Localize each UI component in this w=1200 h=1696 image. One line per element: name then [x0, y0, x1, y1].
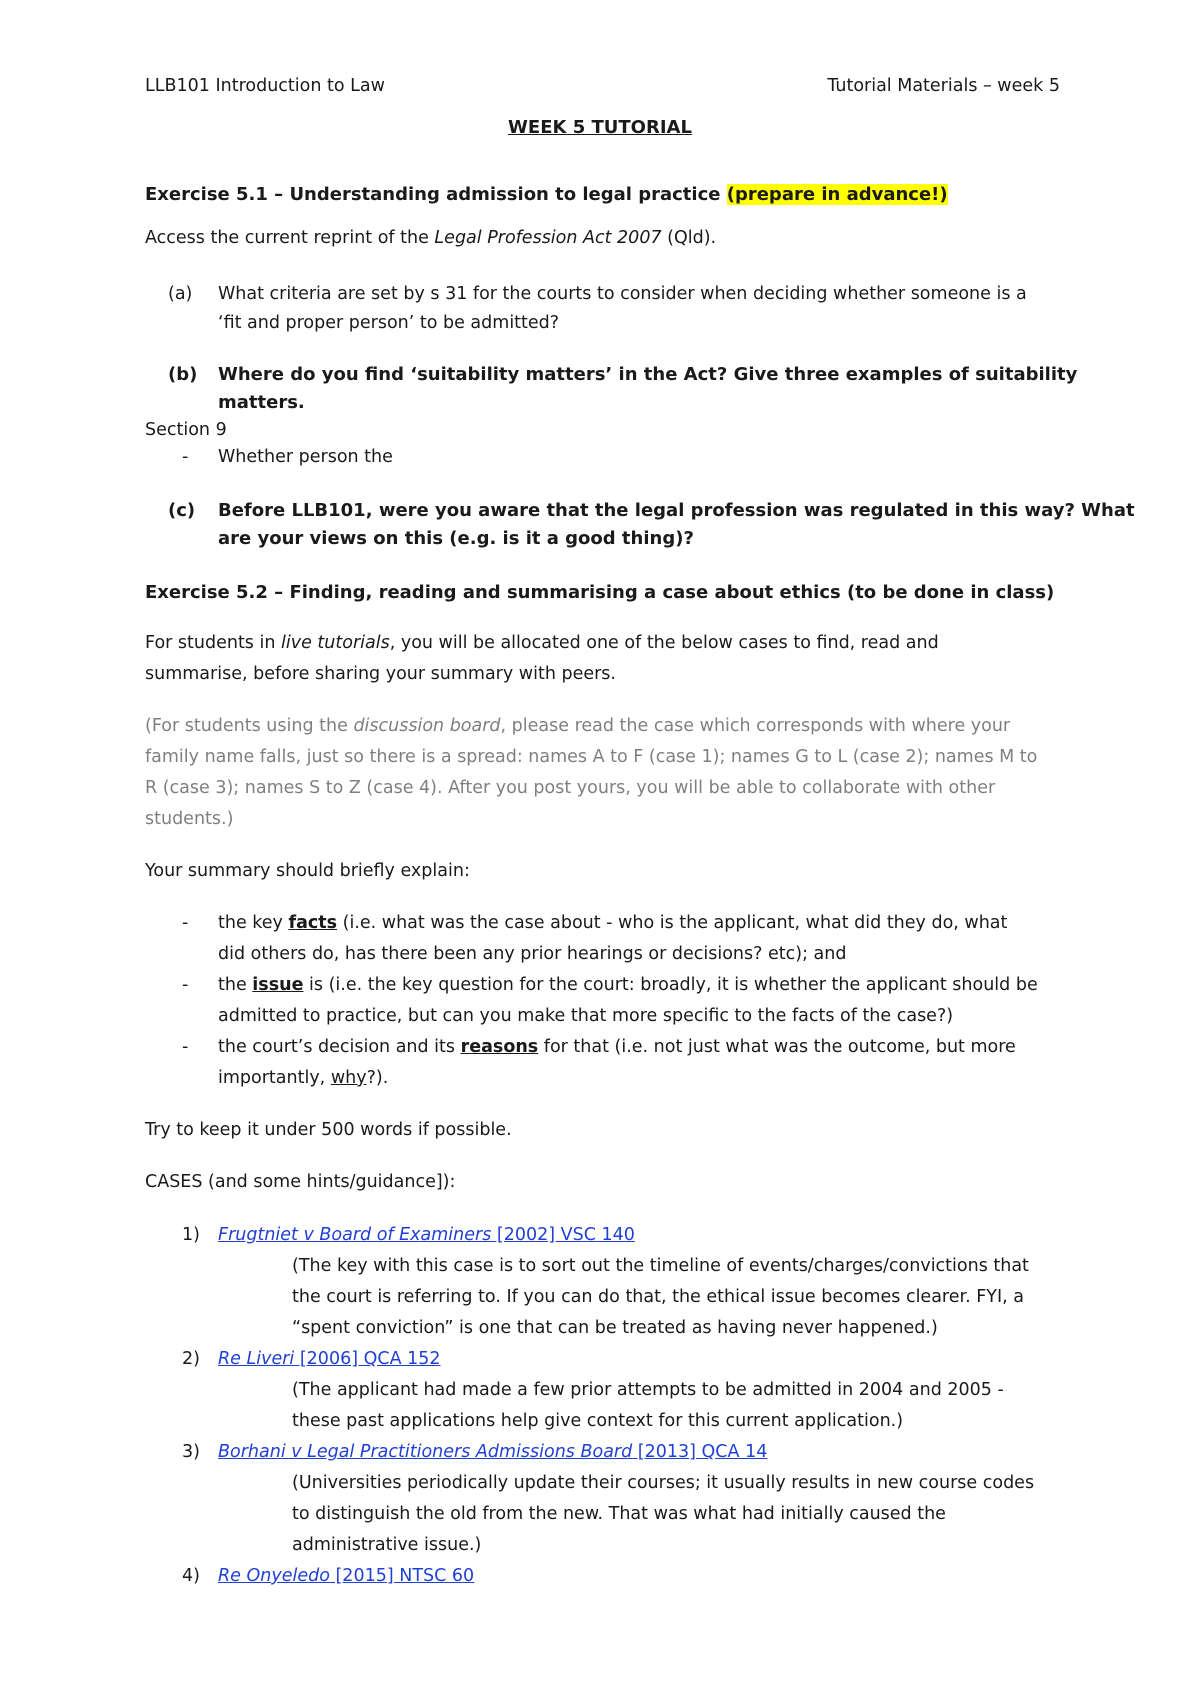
case-3-cite[interactable]: [2013] QCA 14 [632, 1442, 768, 1462]
case-1-name[interactable]: Frugtniet v Board of Examiners [218, 1225, 492, 1245]
case-4-name[interactable]: Re Onyeledo [218, 1566, 330, 1586]
case-3-hint-line2: to distinguish the old from the new. That was what had initially caused the [292, 1504, 946, 1524]
exercise-5-2-heading: Exercise 5.2 – Finding, reading and summarising a case about ethics (to be done in class) [145, 582, 1055, 603]
issue-post: is (i.e. the key question for the court: broadly, it is whether the applicant should be [303, 975, 1038, 995]
case-2-cite[interactable]: [2006] QCA 152 [294, 1349, 441, 1369]
case-2-name[interactable]: Re Liveri [218, 1349, 295, 1369]
question-c-line-1: Before LLB101, were you aware that the legal profession was regulated in this way? What [218, 500, 1135, 521]
cases-heading: CASES (and some hints/guidance]): [145, 1172, 456, 1192]
case-3-number: 3) [182, 1442, 200, 1462]
intro-act-name: Legal Profession Act 2007 [434, 228, 662, 248]
case-3-name[interactable]: Borhani v Legal Practitioners Admissions Board [218, 1442, 633, 1462]
ex52-para2-line3: R (case 3); names S to Z (case 4). After you post yours, you will be able to collaborate with other [145, 778, 996, 798]
exercise-5-1-intro [145, 228, 716, 248]
intro-post: (Qld). [661, 228, 717, 248]
facts-pre: the key [218, 913, 289, 933]
case-2-number: 2) [182, 1349, 200, 1369]
summary-intro: Your summary should briefly explain: [145, 861, 470, 881]
case-1-link[interactable] [218, 1225, 635, 1245]
exercise-5-1-heading-text: Exercise 5.1 – Understanding admission to legal practice [145, 184, 727, 205]
issue-pre: the [218, 975, 253, 995]
reasons-l2-pre: importantly, [218, 1068, 331, 1088]
p1-pre: For students in [145, 633, 282, 653]
case-1-hint-line2: the court is referring to. If you can do that, the ethical issue becomes clearer. FYI, a [292, 1287, 1024, 1307]
bullet-reasons-line1 [218, 1037, 1016, 1057]
ex52-para1-line2: summarise, before sharing your summary with peers. [145, 664, 616, 684]
question-a-line-2: ‘fit and proper person’ to be admitted? [218, 313, 560, 333]
reasons-post: for that (i.e. not just what was the outcome, but more [538, 1037, 1016, 1057]
case-1-hint-line1: (The key with this case is to sort out the timeline of events/charges/convictions that [292, 1256, 1029, 1276]
case-1-number: 1) [182, 1225, 200, 1245]
reasons-word: reasons [460, 1037, 539, 1057]
case-4-number: 4) [182, 1566, 200, 1586]
case-3-hint-line1: (Universities periodically update their courses; it usually results in new course codes [292, 1473, 1035, 1493]
bullet-facts-line2: did others do, has there been any prior hearings or decisions? etc); and [218, 944, 847, 964]
p2-post: , please read the case which corresponds with where your [500, 716, 1011, 736]
prepare-highlight: (prepare in advance!) [726, 184, 948, 205]
question-b-line-2: matters. [218, 392, 305, 413]
p2-discussion-board: discussion board [353, 716, 501, 736]
ex52-para2-line4: students.) [145, 809, 234, 829]
issue-word: issue [252, 975, 304, 995]
question-c-marker: (c) [168, 500, 196, 521]
question-b-marker: (b) [168, 364, 198, 385]
intro-pre: Access the current reprint of the [145, 228, 435, 248]
case-2-link[interactable] [218, 1349, 441, 1369]
word-limit: Try to keep it under 500 words if possible. [145, 1120, 512, 1140]
case-2-hint-line2: these past applications help give context for this current application.) [292, 1411, 904, 1431]
case-3-hint-line3: administrative issue.) [292, 1535, 482, 1555]
case-4-link[interactable] [218, 1566, 474, 1586]
question-a-line-1: What criteria are set by s 31 for the courts to consider when deciding whether someone is a [218, 284, 1027, 304]
p1-post: , you will be allocated one of the below cases to find, read and [389, 633, 939, 653]
question-a-marker: (a) [168, 284, 193, 304]
reasons-pre: the court’s decision and its [218, 1037, 461, 1057]
case-1-hint-line3: “spent conviction” is one that can be treated as having never happened.) [292, 1318, 938, 1338]
note-bullet: Whether person the [218, 447, 393, 467]
reasons-why: why [330, 1068, 367, 1088]
bullet-dash-facts: - [182, 913, 189, 933]
bullet-facts-line1 [218, 913, 1007, 933]
page-title: WEEK 5 TUTORIAL [508, 117, 692, 138]
ex52-para1-line1 [145, 633, 939, 653]
bullet-reasons-line2 [218, 1068, 388, 1088]
ex52-para2-line2: family name falls, just so there is a spread: names A to F (case 1); names G to L (case 2); names M to [145, 747, 1038, 767]
header-week: Tutorial Materials – week 5 [827, 76, 1060, 96]
facts-post: (i.e. what was the case about - who is the applicant, what did they do, what [337, 913, 1008, 933]
case-4-cite[interactable]: [2015] NTSC 60 [329, 1566, 475, 1586]
facts-word: facts [288, 913, 338, 933]
case-3-link[interactable] [218, 1442, 767, 1462]
bullet-dash-issue: - [182, 975, 189, 995]
question-b-line-1: Where do you find ‘suitability matters’ in the Act? Give three examples of suitability [218, 364, 1078, 385]
p1-live-tutorials: live tutorials [281, 633, 390, 653]
section-note: Section 9 [145, 420, 227, 440]
ex52-para2-line1 [145, 716, 1010, 736]
case-2-hint-line1: (The applicant had made a few prior attempts to be admitted in 2004 and 2005 - [292, 1380, 1004, 1400]
header-course: LLB101 Introduction to Law [145, 76, 385, 96]
bullet-dash-reasons: - [182, 1037, 189, 1057]
bullet-issue-line2: admitted to practice, but can you make that more specific to the facts of the case?) [218, 1006, 954, 1026]
p2-pre: (For students using the [145, 716, 354, 736]
note-dash: - [182, 447, 189, 467]
bullet-issue-line1 [218, 975, 1038, 995]
question-c-line-2: are your views on this (e.g. is it a good thing)? [218, 528, 694, 549]
case-1-cite[interactable]: [2002] VSC 140 [491, 1225, 635, 1245]
exercise-5-1-heading [145, 184, 948, 205]
reasons-l2-post: ?). [366, 1068, 389, 1088]
